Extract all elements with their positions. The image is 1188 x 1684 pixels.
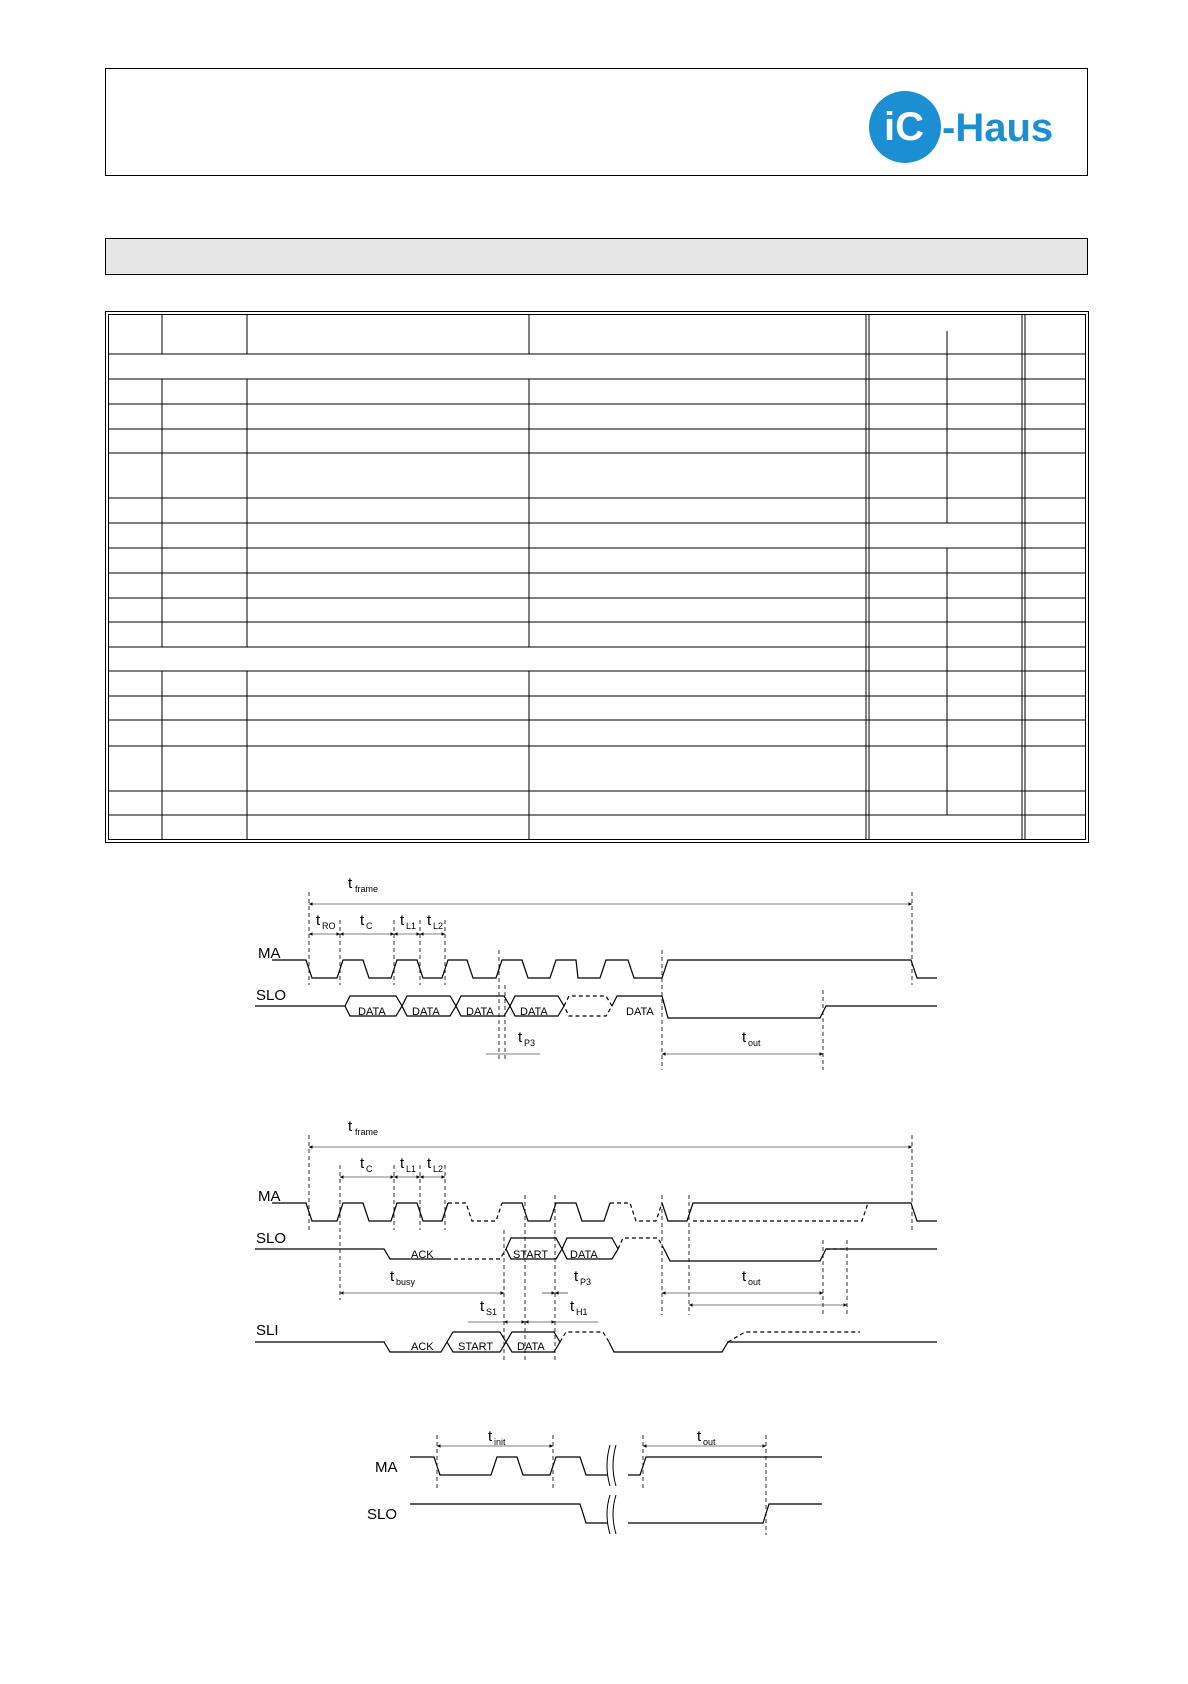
d2-t-busy-label [390,1268,416,1287]
d1-data-1: DATA [358,1006,386,1018]
d2-sli-waveform [255,1332,937,1352]
svg-text:C: C [366,1164,373,1174]
svg-text:iC: iC [884,105,924,149]
d1-t-frame-label [348,875,378,894]
d1-data-2: DATA [412,1006,440,1018]
svg-text:frame: frame [355,884,379,894]
d3-ma-waveform [410,1457,822,1475]
svg-text:t: t [360,1155,365,1172]
slo-waveform [255,996,937,1018]
svg-text:t: t [574,1268,579,1285]
d2-t-h1-label [570,1298,588,1317]
d2-t-out-label [742,1268,761,1287]
d3-t-init-label [488,1428,506,1447]
d2-sli-start: START [458,1341,494,1353]
d1-t-p3-label [518,1029,535,1048]
timing-diagram-2 [255,1135,937,1360]
svg-text:t: t [488,1428,493,1445]
svg-text:t: t [518,1029,523,1046]
svg-text:L2: L2 [433,921,444,931]
svg-text:L1: L1 [406,1164,417,1174]
svg-text:t: t [427,912,432,929]
svg-text:busy: busy [396,1277,416,1287]
svg-text:t: t [348,875,353,892]
svg-text:t: t [316,912,321,929]
timing-diagram-1 [255,892,937,1070]
svg-text:S1: S1 [486,1307,498,1317]
svg-text:t: t [400,1155,405,1172]
svg-text:t: t [697,1428,702,1445]
d2-t-p3-label [574,1268,591,1287]
svg-text:out: out [748,1277,761,1287]
d1-t-l1-label [400,912,416,931]
d2-t-l2-label [427,1155,443,1174]
svg-text:t: t [400,912,405,929]
svg-text:H1: H1 [576,1307,588,1317]
ma-waveform [272,960,937,978]
d1-data-5: DATA [626,1006,654,1018]
d2-slo-label: SLO [256,1230,287,1247]
svg-text:t: t [742,1268,747,1285]
d2-t-l1-label [400,1155,416,1174]
d2-t-c-label [360,1155,373,1174]
svg-text:t: t [570,1298,575,1315]
svg-text:init: init [494,1437,506,1447]
section-bar [105,238,1088,275]
d1-t-c-label [360,912,373,931]
d1-data-4: DATA [520,1006,548,1018]
svg-text:P3: P3 [524,1038,536,1048]
svg-text:t: t [742,1029,747,1046]
d2-ma-label: MA [258,1188,281,1205]
svg-text:-Haus: -Haus [942,106,1054,150]
d1-t-l2-label [427,912,443,931]
svg-text:t: t [348,1118,353,1135]
d3-slo-label: SLO [367,1506,398,1523]
d3-t-out-label [697,1428,716,1447]
d1-ma-label: MA [258,945,281,962]
svg-text:frame: frame [355,1127,379,1137]
timing-diagram-3 [410,1435,822,1535]
d2-sli-ack: ACK [411,1341,434,1353]
d2-t-s1-label [480,1298,497,1317]
svg-text:t: t [360,912,365,929]
svg-text:C: C [366,921,373,931]
svg-text:out: out [703,1437,716,1447]
spec-table [105,311,1089,843]
d3-slo-waveform [410,1504,822,1523]
d1-slo-label: SLO [256,987,287,1004]
d2-ma-waveform [272,1203,937,1221]
d3-ma-label: MA [375,1459,398,1476]
ic-haus-logo [868,90,1068,164]
svg-text:L2: L2 [433,1164,444,1174]
svg-text:out: out [748,1038,761,1048]
svg-text:L1: L1 [406,921,417,931]
d2-sli-data: DATA [517,1341,545,1353]
d2-slo-start: START [513,1249,549,1261]
svg-text:t: t [427,1155,432,1172]
svg-text:t: t [480,1298,485,1315]
d2-t-frame-label [348,1118,378,1137]
d1-t-ro-label [316,912,336,931]
svg-text:RO: RO [322,921,336,931]
svg-text:t: t [390,1268,395,1285]
d2-slo-waveform [255,1238,937,1261]
d1-t-out-label [742,1029,761,1048]
d2-sli-label: SLI [256,1322,279,1339]
d2-slo-data: DATA [570,1249,598,1261]
d2-slo-ack: ACK [411,1249,434,1261]
svg-text:P3: P3 [580,1277,592,1287]
d1-data-3: DATA [466,1006,494,1018]
